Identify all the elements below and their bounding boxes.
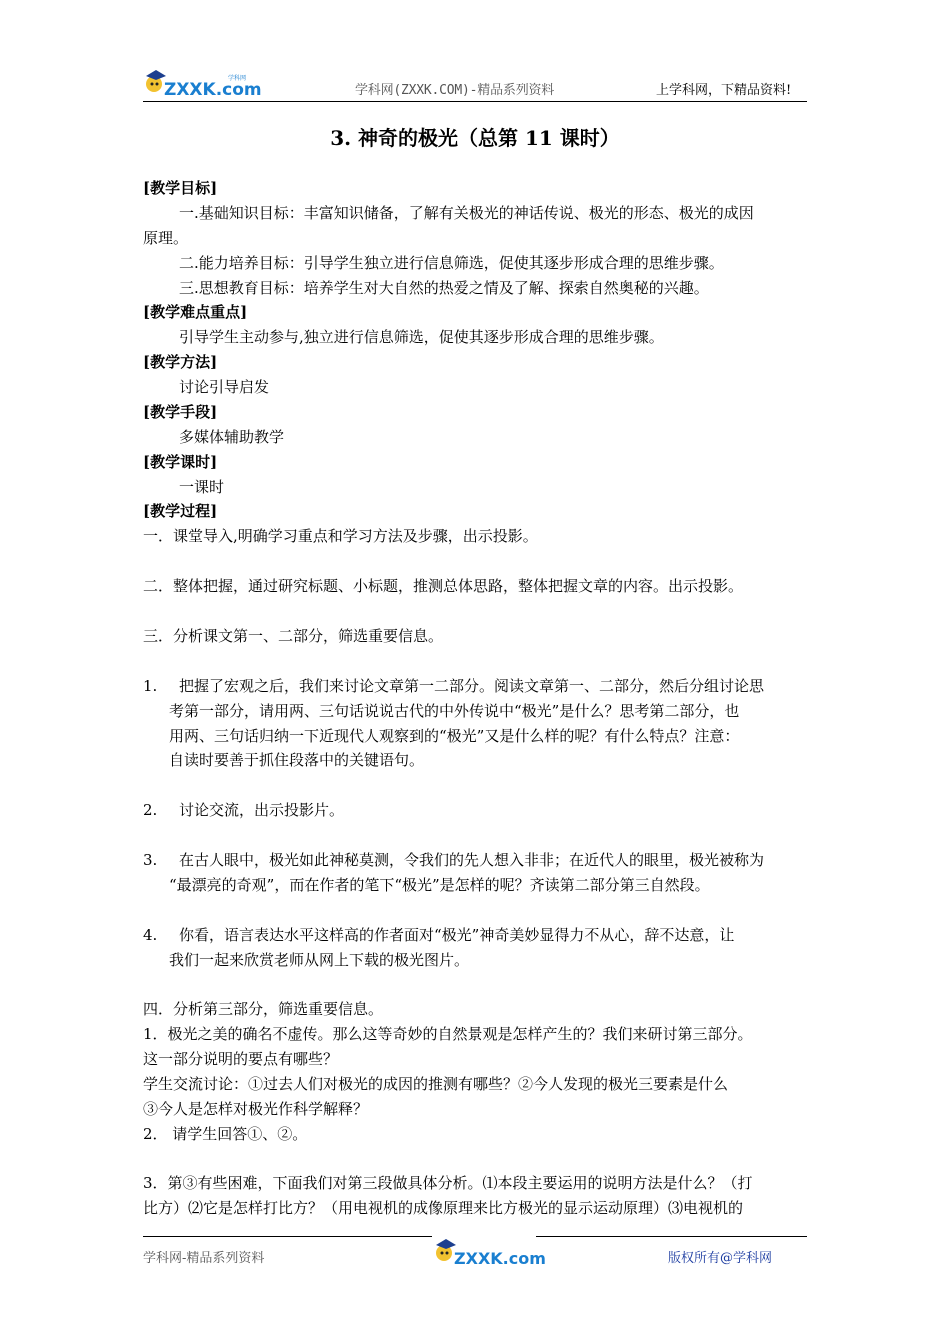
means-heading: [教学手段] [143, 403, 218, 421]
q1-line-1: 1．极光之美的确名不虚传。那么这等奇妙的自然景观是怎样产生的？我们来研讨第三部分。 [143, 1025, 753, 1043]
q1-line-2: 这一部分说明的要点有哪些？ [143, 1050, 339, 1068]
item-3-line-2: “最漂亮的奇观”，而在作者的笔下“极光”是怎样的呢？齐读第二部分第三自然段。 [169, 876, 710, 894]
process-heading: [教学过程] [143, 502, 218, 520]
process-step-3: 三．分析课文第一、二部分，筛选重要信息。 [143, 627, 444, 645]
item-2-number: 2. [143, 801, 158, 819]
goal-heading: [教学目标] [143, 179, 218, 197]
item-4-number: 4. [143, 926, 158, 944]
logo-text: ZXXK.com [164, 80, 262, 100]
logo-sub: 学科网 [228, 75, 247, 82]
key-text: 引导学生主动参与,独立进行信息筛选，促使其逐步形成合理的思维步骤。 [179, 328, 664, 346]
goal-2: 二.能力培养目标：引导学生独立进行信息筛选，促使其逐步形成合理的思维步骤。 [179, 254, 724, 272]
q1-line-3: 学生交流讨论：①过去人们对极光的成因的推测有哪些？②今人发现的极光三要素是什么 [143, 1075, 729, 1093]
item-2-text: 讨论交流，出示投影片。 [179, 801, 345, 819]
item-1-line-3: 用两、三句话归纳一下近现代人观察到的“极光”又是什么样的呢？有什么特点？注意： [169, 727, 740, 745]
process-step-1: 一．课堂导入,明确学习重点和学习方法及步骤，出示投影。 [143, 527, 538, 545]
q3-line-2: 比方）⑵它是怎样打比方？（用电视机的成像原理来比方极光的显示运动原理）⑶电视机的 [143, 1199, 744, 1217]
goal-3: 三.思想教育目标：培养学生对大自然的热爱之情及了解、探索自然奥秘的兴趣。 [179, 279, 709, 297]
key-heading: [教学难点重点] [143, 303, 248, 321]
item-1-line-2: 考第一部分，请用两、三句话说说古代的中外传说中“极光”是什么？思考第二部分，也 [169, 702, 740, 720]
q3-line-1: 3．第③有些困难，下面我们对第三段做具体分析。⑴本段主要运用的说明方法是什么？（打 [143, 1174, 753, 1192]
hours-text: 一课时 [179, 478, 225, 496]
q2-text: 2． 请学生回答①、②。 [143, 1125, 308, 1143]
header-divider [143, 101, 807, 102]
means-text: 多媒体辅助教学 [179, 428, 285, 446]
header-right-text: 上学科网，下精品资料! [656, 83, 792, 98]
method-text: 讨论引导启发 [179, 378, 270, 396]
footer-zxxk-logo [432, 1234, 546, 1270]
page-title: 3. 神奇的极光（总第 11 课时） [330, 126, 620, 150]
footer-right-text: 版权所有@学科网 [668, 1251, 773, 1266]
goal-1-line-2: 原理。 [143, 229, 189, 247]
item-3-line-1: 在古人眼中，极光如此神秘莫测，令我们的先人想入非非；在近代人的眼里，极光被称为 [179, 851, 765, 869]
footer-logo-text: ZXXK.com [454, 1249, 546, 1268]
goal-1-line-1: 一.基础知识目标：丰富知识储备，了解有关极光的神话传说、极光的形态、极光的成因 [179, 204, 754, 222]
item-1-number: 1. [143, 677, 158, 695]
zxxk-logo [142, 64, 262, 102]
header-center-text: 学科网(ZXXK.COM)-精品系列资料 [355, 83, 555, 98]
item-3-number: 3. [143, 851, 158, 869]
item-4-line-2: 我们一起来欣赏老师从网上下载的极光图片。 [169, 951, 470, 969]
q1-line-4: ③今人是怎样对极光作科学解释？ [143, 1100, 369, 1118]
item-4-line-1: 你看，语言表达水平这样高的作者面对“极光”神奇美妙显得力不从心，辞不达意，让 [179, 926, 735, 944]
process-step-4: 四．分析第三部分，筛选重要信息。 [143, 1000, 384, 1018]
process-step-2: 二．整体把握，通过研究标题、小标题，推测总体思路，整体把握文章的内容。出示投影。 [143, 577, 744, 595]
item-1-line-1: 把握了宏观之后，我们来讨论文章第一二部分。阅读文章第一、二部分，然后分组讨论思 [179, 677, 765, 695]
hours-heading: [教学课时] [143, 453, 218, 471]
footer-left-text: 学科网-精品系列资料 [143, 1251, 265, 1266]
item-1-line-4: 自读时要善于抓住段落中的关键语句。 [169, 751, 425, 769]
method-heading: [教学方法] [143, 353, 218, 371]
